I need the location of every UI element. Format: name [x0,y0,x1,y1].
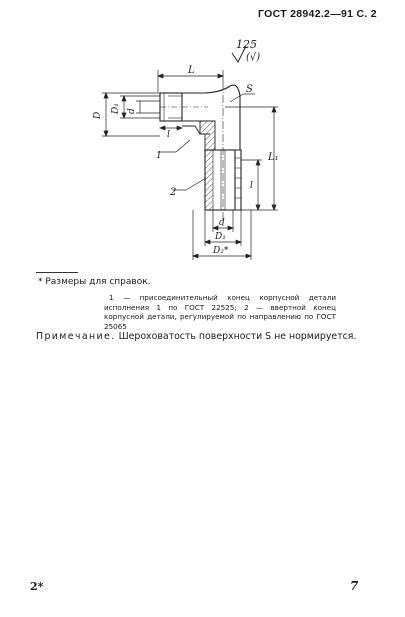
label-L1: L₁ [268,152,279,163]
note [36,331,356,342]
note-body: Шероховатость поверхности S не нормируется. [115,331,357,342]
callout-2 [172,178,206,190]
callout-S [230,94,255,102]
label-L: L [188,65,195,76]
horizontal-arm [160,85,240,150]
page-number-right: 7 [350,579,359,593]
note-lead: Примечание. [36,331,116,342]
page-number-left: 2* [30,580,44,593]
body-section-hatch [200,121,215,150]
label-l-vertical: l [250,181,253,191]
label-D1: D₁ [111,103,121,114]
figure-legend: 1 — присоединительный конец корпусной детали исполнения 1 по ГОСТ 22525; 2 — ввертной конец корпусной детали, регулируемой по направлению по ГОСТ 25065 [104,293,336,331]
callout-1 [158,140,190,152]
label-d-bottom: d [219,218,225,228]
label-d: d [127,108,137,114]
label-D: D [93,111,103,119]
dimension-l-horizontal [160,126,182,130]
label-callout-2: 2 [170,187,177,198]
label-l-horizontal: l [167,130,170,140]
roughness-suffix: (√) [246,52,261,63]
technical-drawing [0,0,405,270]
label-D2-bottom: D₂* [213,246,229,256]
label-D1-bottom: D₁ [215,232,226,242]
roughness-value: 125 [236,38,257,51]
label-S: S [246,84,253,95]
label-callout-1: 1 [156,151,162,161]
footnote: * Размеры для справок. [38,277,151,287]
vertical-section [205,82,241,226]
footnote-rule [36,272,78,273]
roughness-mark [232,38,260,63]
page-header: ГОСТ 28942.2—91 С. 2 [258,8,377,20]
